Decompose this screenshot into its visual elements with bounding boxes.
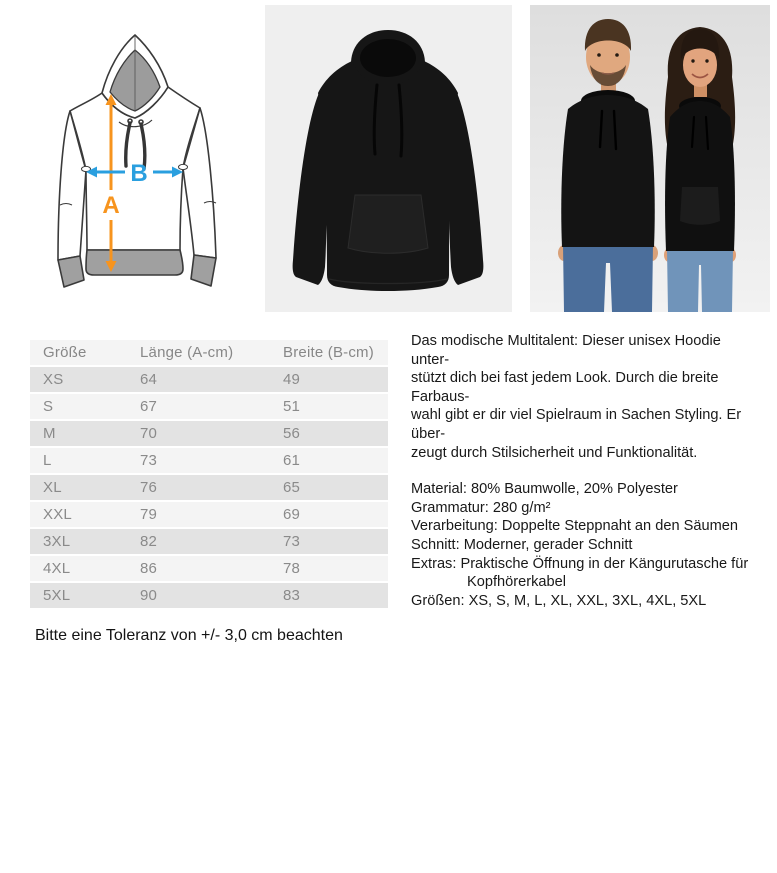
- woman-right-eye: [705, 59, 708, 62]
- size-table-header-row: [30, 340, 388, 365]
- cell-width: 49: [283, 371, 301, 388]
- cell-size: M: [43, 425, 56, 442]
- cell-width: 56: [283, 425, 301, 442]
- right-cuff: [191, 255, 216, 286]
- cell-size: 4XL: [43, 560, 71, 577]
- cell-size: XS: [43, 371, 64, 388]
- col-header-size: Größe: [43, 344, 87, 361]
- cell-length: 79: [140, 506, 158, 523]
- woman-hoodie: [665, 101, 735, 251]
- cell-width: 73: [283, 533, 301, 550]
- right-armpit-mark: [179, 164, 188, 169]
- man-hoodie: [561, 95, 655, 247]
- product-photo-image: [265, 5, 512, 312]
- woman-pocket: [680, 187, 720, 225]
- models-photo: [530, 5, 770, 312]
- spec-grammatur: Grammatur: 280 g/m²: [411, 499, 551, 516]
- intro-line: wahl gibt er dir viel Spielraum in Sachen Styling. Er über-: [411, 407, 742, 442]
- cell-size: 5XL: [43, 587, 71, 604]
- cell-length: 70: [140, 425, 158, 442]
- row-xl: [30, 475, 388, 500]
- paragraph-gap: [411, 462, 759, 480]
- woman-left-eye: [691, 59, 694, 62]
- cell-width: 61: [283, 452, 301, 469]
- left-cuff: [58, 256, 84, 287]
- man-left-eye: [597, 53, 601, 57]
- col-header-width: Breite (B-cm): [283, 344, 374, 361]
- intro-line: Das modische Multitalent: Dieser unisex Hoodie unter-: [411, 333, 721, 368]
- width-label: B: [130, 160, 148, 187]
- cell-length: 86: [140, 560, 158, 577]
- cell-size: XL: [43, 479, 62, 496]
- cell-length: 76: [140, 479, 158, 496]
- intro-line: stützt dich bei fast jedem Look. Durch die breite Farbaus-: [411, 370, 719, 405]
- row-5xl: [30, 583, 388, 608]
- col-header-length: Länge (A-cm): [140, 344, 234, 361]
- cell-size: S: [43, 398, 54, 415]
- cell-width: 83: [283, 587, 301, 604]
- waistband: [86, 250, 183, 275]
- row-3xl: [30, 529, 388, 554]
- length-label: A: [102, 192, 120, 219]
- cell-length: 73: [140, 452, 158, 469]
- hood-opening: [360, 39, 416, 77]
- spec-verarbeitung: Verarbeitung: Doppelte Steppnaht an den Säumen: [411, 518, 738, 535]
- spec-extras-continued: Kopfhörerkabel: [467, 574, 566, 591]
- models-photo-image: [530, 5, 770, 312]
- row-m: [30, 421, 388, 446]
- man-right-eye: [615, 53, 619, 57]
- row-4xl: [30, 556, 388, 581]
- cell-length: 90: [140, 587, 158, 604]
- cell-width: 65: [283, 479, 301, 496]
- black-hoodie-photo: [265, 5, 512, 312]
- spec-extras: Extras: Praktische Öffnung in der Kängurutasche für: [411, 555, 749, 572]
- spec-schnitt: Schnitt: Moderner, gerader Schnitt: [411, 536, 633, 553]
- description-specs: [411, 480, 759, 610]
- cell-length: 67: [140, 398, 158, 415]
- spec-material: Material: 80% Baumwolle, 20% Polyester: [411, 481, 678, 498]
- cell-width: 69: [283, 506, 301, 523]
- cell-width: 51: [283, 398, 301, 415]
- cell-size: 3XL: [43, 533, 71, 550]
- body: [318, 61, 458, 291]
- kangaroo-pocket: [348, 195, 428, 253]
- size-table: [30, 340, 388, 610]
- tolerance-note: Bitte eine Toleranz von +/- 3,0 cm beachten: [35, 627, 343, 644]
- size-chart-drawing-image: [20, 10, 255, 315]
- cell-length: 82: [140, 533, 158, 550]
- row-l: [30, 448, 388, 473]
- cell-size: L: [43, 452, 52, 469]
- row-xs: [30, 367, 388, 392]
- description-intro: [411, 332, 759, 462]
- cell-length: 64: [140, 371, 158, 388]
- hoodie-line-drawing: [20, 10, 255, 315]
- intro-line: zeugt durch Stilsicherheit und Funktionalität.: [411, 444, 698, 461]
- cell-size: XXL: [43, 506, 72, 523]
- spec-sizes: Größen: XS, S, M, L, XL, XXL, 3XL, 4XL, 5XL: [411, 592, 707, 609]
- row-s: [30, 394, 388, 419]
- product-description: [411, 332, 759, 610]
- cell-width: 78: [283, 560, 301, 577]
- row-xxl: [30, 502, 388, 527]
